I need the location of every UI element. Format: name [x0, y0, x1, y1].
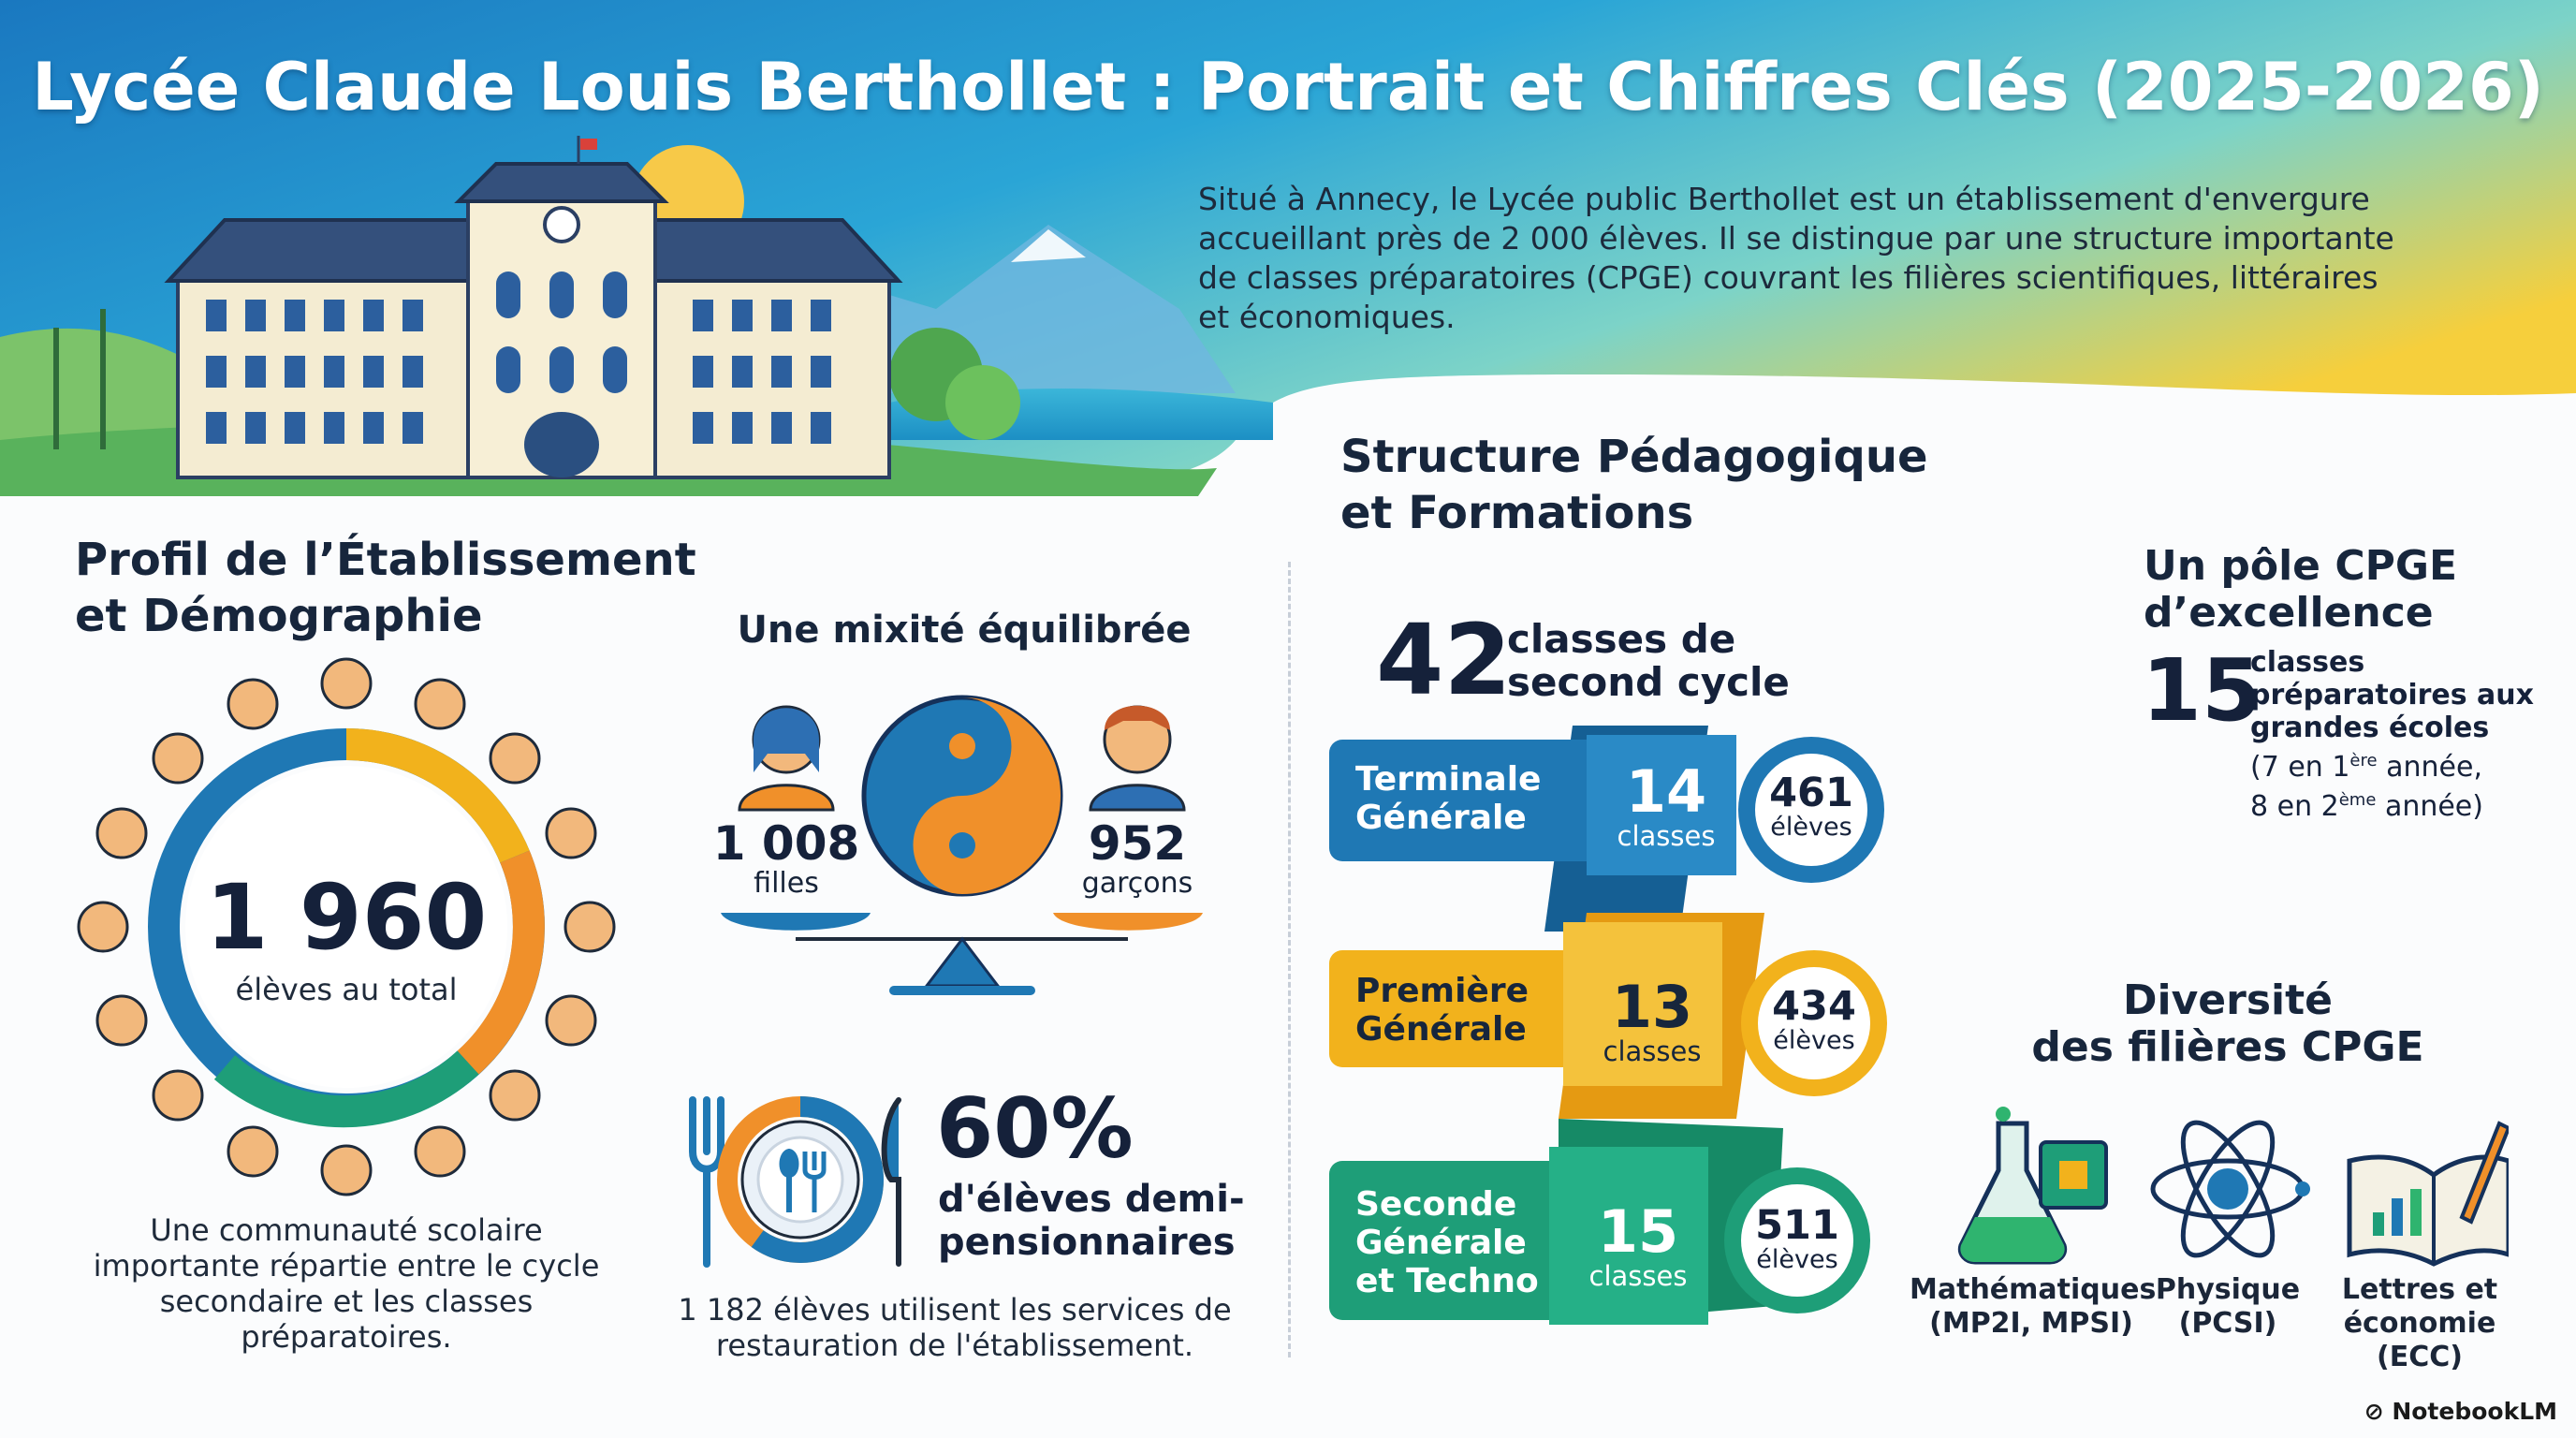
structure-heading — [1340, 429, 1928, 541]
level-students-label: élèves — [1770, 813, 1852, 842]
level-students-label: élèves — [1773, 1026, 1855, 1055]
intro-line: de classes préparatoires (CPGE) couvrant les filières scientifiques, littéraires — [1198, 259, 2378, 296]
total-students-number: 1 960 — [205, 865, 488, 970]
level-name-line: Terminale — [1355, 760, 1542, 799]
filiere-label-line: (PCSI) — [2178, 1307, 2277, 1340]
level-students-label: élèves — [1756, 1245, 1838, 1274]
cpge-description-line: préparatoires aux — [2250, 679, 2535, 712]
filiere-label-line: Mathématiques — [1910, 1273, 2157, 1306]
boy-avatar-icon — [1090, 706, 1184, 810]
knife-icon — [885, 1100, 899, 1264]
demi-pension-percent: 60% — [936, 1080, 1134, 1177]
demi-pension-label-line: pensionnaires — [938, 1221, 1236, 1264]
profil-description-line: Une communauté scolaire — [150, 1212, 543, 1248]
cpge-heading — [2144, 543, 2457, 637]
filieres-heading — [2003, 977, 2452, 1071]
cpge-detail-text: année) — [2376, 790, 2483, 823]
demi-pension-label — [938, 1178, 1245, 1264]
level-name-line: et Techno — [1355, 1262, 1539, 1300]
cpge-detail-sup: ème — [2338, 790, 2377, 810]
level-name-line: Générale — [1355, 799, 1527, 837]
brand-label: NotebookLM — [2392, 1398, 2557, 1425]
profil-description-line: importante répartie entre le cycle — [93, 1248, 600, 1284]
page-title: Lycée Claude Louis Berthollet : Portrait et Chiffres Clés (2025-2026) — [32, 49, 2544, 125]
filiere-lettres-label — [2321, 1273, 2518, 1374]
cpge-detail-text: année, — [2377, 751, 2482, 784]
level-classes-label: classes — [1588, 1260, 1688, 1292]
profil-heading-line: et Démographie — [75, 590, 483, 642]
cpge-heading-line: Un pôle CPGE — [2144, 542, 2458, 590]
cpge-detail-text: (7 en 1 — [2250, 751, 2350, 784]
cpge-detail-first-year — [2250, 744, 2534, 784]
cpge-detail-text: 8 en 2 — [2250, 790, 2339, 823]
restauration-description-line: restauration de l'établissement. — [715, 1328, 1194, 1363]
total-classes-number: 42 — [1376, 603, 1512, 717]
plate-donut-icon — [727, 1107, 873, 1253]
girls-label: filles — [754, 867, 819, 900]
level-name-premiere — [1355, 972, 1529, 1049]
profil-heading — [75, 532, 696, 644]
intro-line: et économiques. — [1198, 299, 1456, 335]
flask-chip-icon — [1960, 1107, 2106, 1262]
level-students-seconde: 511 — [1755, 1202, 1839, 1249]
level-students-terminale: 461 — [1769, 770, 1853, 816]
level-name-terminale — [1355, 760, 1541, 837]
cpge-number: 15 — [2142, 640, 2262, 741]
structure-heading-line: et Formations — [1340, 487, 1694, 539]
demi-pension-label-line: d'élèves demi- — [938, 1178, 1245, 1221]
filiere-label-line: économie — [2343, 1307, 2496, 1340]
cpge-detail-sup: ère — [2349, 751, 2378, 770]
profil-description — [47, 1212, 646, 1355]
total-students-label: élèves au total — [235, 972, 458, 1007]
intro-line: accueillant près de 2 000 élèves. Il se distingue par une structure importante — [1198, 220, 2394, 257]
level-name-line: Générale — [1355, 1010, 1527, 1049]
mixite-heading: Une mixité équilibrée — [737, 609, 1192, 652]
level-classes-premiere: 13 — [1611, 973, 1693, 1041]
total-classes-label-line: classes de — [1507, 616, 1736, 662]
girls-number: 1 008 — [712, 816, 860, 871]
section-divider — [1288, 562, 1291, 1357]
total-classes-label-line: second cycle — [1507, 659, 1790, 705]
notebooklm-logo-icon: ⊘ — [2364, 1398, 2393, 1425]
level-classes-terminale: 14 — [1625, 757, 1707, 826]
total-classes-label — [1507, 618, 1790, 704]
filieres-icons — [1947, 1105, 2509, 1273]
intro-line: Situé à Annecy, le Lycée public Berthollet est un établissement d'envergure — [1198, 181, 2370, 217]
notebooklm-watermark — [2364, 1398, 2557, 1425]
cpge-description-line: grandes écoles — [2250, 712, 2490, 744]
filiere-label-line: (MP2I, MPSI) — [1929, 1307, 2133, 1340]
profil-description-line: secondaire et les classes — [159, 1284, 534, 1319]
boys-label: garçons — [1081, 867, 1193, 900]
level-name-line: Générale — [1355, 1224, 1527, 1262]
cpge-description-line: classes — [2250, 646, 2365, 679]
level-name-seconde — [1355, 1185, 1539, 1300]
filiere-physique-label — [2134, 1273, 2321, 1341]
boys-number: 952 — [1088, 816, 1187, 871]
profil-heading-line: Profil de l’Établissement — [75, 534, 696, 586]
level-name-line: Seconde — [1355, 1185, 1517, 1224]
filiere-label-line: Physique — [2155, 1273, 2301, 1306]
cpge-description — [2250, 646, 2534, 823]
level-classes-label: classes — [1617, 820, 1716, 852]
yin-yang-icon — [864, 697, 1061, 894]
filiere-maths-label — [1910, 1273, 2157, 1341]
fork-icon — [693, 1100, 721, 1264]
atom-icon — [2153, 1110, 2310, 1269]
structure-heading-line: Structure Pédagogique — [1340, 431, 1928, 483]
cpge-heading-line: d’excellence — [2144, 589, 2434, 637]
cpge-detail-second-year — [2250, 784, 2534, 823]
level-students-premiere: 434 — [1772, 983, 1856, 1030]
restauration-description — [674, 1292, 1236, 1363]
restauration-description-line: 1 182 élèves utilisent les services de — [678, 1292, 1232, 1328]
level-classes-seconde: 15 — [1597, 1197, 1679, 1266]
filieres-heading-line: des filières CPGE — [2031, 1023, 2424, 1071]
intro-paragraph — [1198, 180, 2452, 337]
profil-description-line: préparatoires. — [241, 1319, 452, 1355]
book-pen-icon — [2349, 1123, 2509, 1264]
filieres-heading-line: Diversité — [2123, 976, 2333, 1024]
restauration-illustration — [674, 1086, 927, 1273]
level-name-line: Première — [1355, 972, 1529, 1010]
girl-avatar-icon — [739, 707, 833, 810]
filiere-label-line: (ECC) — [2377, 1341, 2463, 1373]
filiere-label-line: Lettres et — [2341, 1273, 2498, 1306]
level-classes-label: classes — [1603, 1035, 1702, 1067]
